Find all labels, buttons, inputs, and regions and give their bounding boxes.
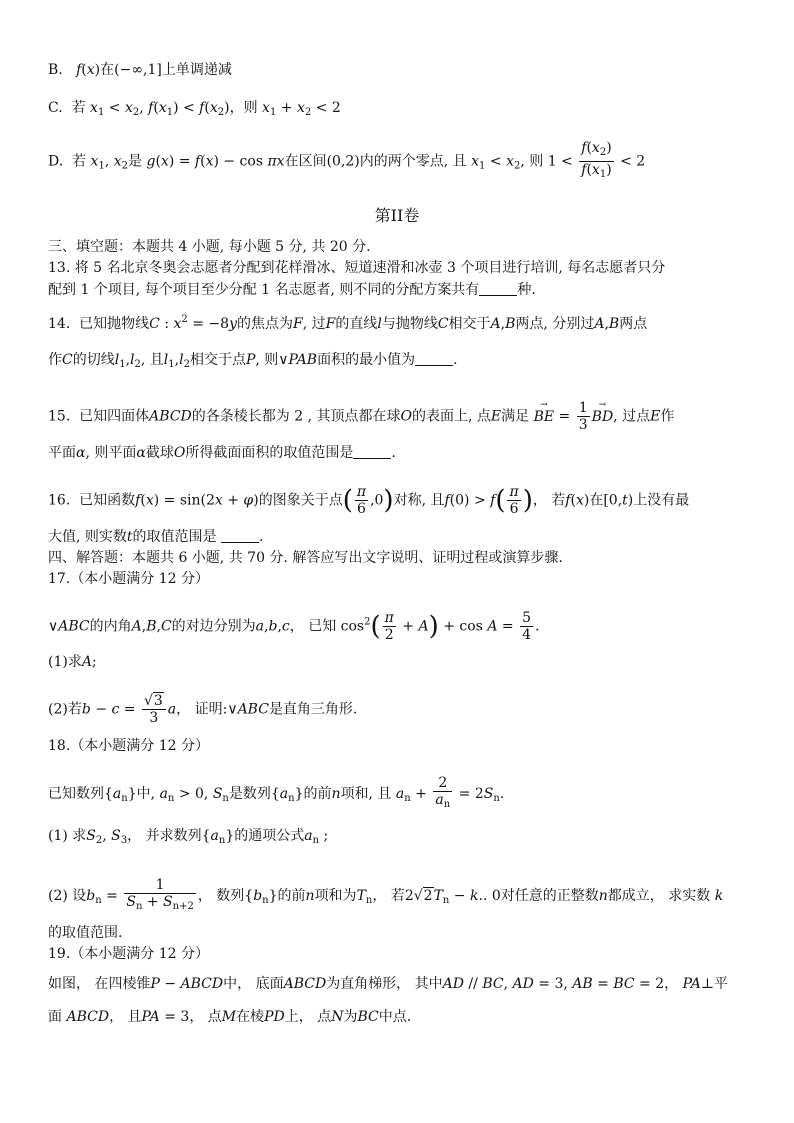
q18-stem: 已知数列$\{a_n\}$中, $a_n > 0$, $S_n$是数列$\{a_n\}$的前n项和, 且 $a_n$ + $\frac{2}{a_n}$ = $2S_n$. bbox=[48, 775, 505, 810]
q19-line1: 如图， 在四棱锥P − ABCD中， 底面ABCD为直角梯形， 其中AD // BC, AD = 3, AB = BC = 2， PA⊥平 bbox=[48, 976, 729, 992]
q19-head: 19.（本小题满分 12 分） bbox=[48, 946, 209, 962]
option-b: B. f(x)在(−∞,1]上单调递减 bbox=[48, 62, 232, 78]
answer-blank bbox=[353, 444, 391, 459]
option-d: D. 若 $x_1$, $x_2$是 g(x) = f(x) − cos πx在区间(0,2)内的两个零点, 且 $x_1 < x_2$, 则 1 < $\frac{f(x_2)}{f(x_1)}$ < 2 bbox=[48, 140, 646, 180]
q14-line1: 14. 已知抛物线C : $x^2 = -8y$的焦点为F, 过F的直线l与抛物线C相交于A,B两点, 分别过A,B两点 bbox=[48, 314, 648, 332]
q15-line2: 平面α, 则平面α截球O所得截面面积的取值范围是 . bbox=[48, 445, 396, 461]
q14-line2: 作C的切线$l_1,l_2$, 且$l_1,l_2$相交于点P, 则∨PAB面积的最小值为 . bbox=[48, 352, 458, 370]
q17-part2: (2)若b − c = $\frac{√3}{3}$ a， 证明:∨ABC是直角三角形. bbox=[48, 693, 358, 726]
q16-line2: 大值, 则实数t的取值范围是 . bbox=[48, 529, 264, 545]
q17-stem: ∨ABC的内角A,B,C的对边分别为a,b,c， 已知 $\cos^2$( $\frac{\pi}{2}$ + A) + cos A = $\frac{5}{4}$ . bbox=[48, 610, 540, 643]
q19-line2: 面 ABCD， 且PA = 3， 点M在棱PD上， 点N为BC中点. bbox=[48, 1009, 412, 1025]
q18-part2: (2) 设$b_n$ = $\frac{1}{S_n + S_{n+2}}$ ， 数列$\{b_n\}$的前n项和为$T_n$， 若$2√2T_n - k$.. 0对任意的正整数n都成立， 求实数 k bbox=[48, 877, 724, 912]
answer-blank bbox=[221, 528, 259, 543]
q15-line1: 15. 已知四面体ABCD的各条棱长都为 2 , 其顶点都在球O的表面上, 点E满足 → BE = $\frac{1}{3}$ → BD, 过点E作 bbox=[48, 400, 674, 433]
q16-line1: 16. 已知函数f(x) = sin(2x + φ)的图象关于点( $\frac{\pi}{6}$ ,0)对称, 且f(0) > f( $\frac{\pi}{6}$ )， 若f(x)在[0,t)上没有最 bbox=[48, 484, 690, 517]
answer-blank bbox=[479, 281, 517, 296]
q18-part2-end: 的取值范围. bbox=[48, 925, 123, 941]
option-c: C. 若 $x_1 < x_2$, $f(x_1) < f(x_2)$，则 $x_1 + x_2 < 2$ bbox=[48, 100, 341, 118]
q17-part1: (1)求A; bbox=[48, 654, 97, 670]
part3-header: 三、填空题：本题共 4 小题, 每小题 5 分, 共 20 分. bbox=[48, 239, 371, 255]
answer-blank bbox=[415, 351, 453, 366]
part4-header: 四、解答题：本题共 6 小题, 共 70 分. 解答应写出文字说明、证明过程或演算步骤. bbox=[48, 550, 563, 566]
section-title: 第II卷 bbox=[374, 206, 420, 225]
q17-head: 17.（本小题满分 12 分） bbox=[48, 571, 209, 587]
q13-line1: 13. 将 5 名北京冬奥会志愿者分配到花样滑冰、短道速滑和冰壶 3 个项目进行培训, 每名志愿者只分 bbox=[48, 260, 666, 276]
q13-line2: 配到 1 个项目, 每个项目至少分配 1 名志愿者, 则不同的分配方案共有 种. bbox=[48, 282, 536, 298]
q18-head: 18.（本小题满分 12 分） bbox=[48, 738, 209, 754]
q18-part1: (1) 求$S_2$, $S_3$， 并求数列$\{a_n\}$的通项公式$a_n$ ; bbox=[48, 828, 329, 846]
